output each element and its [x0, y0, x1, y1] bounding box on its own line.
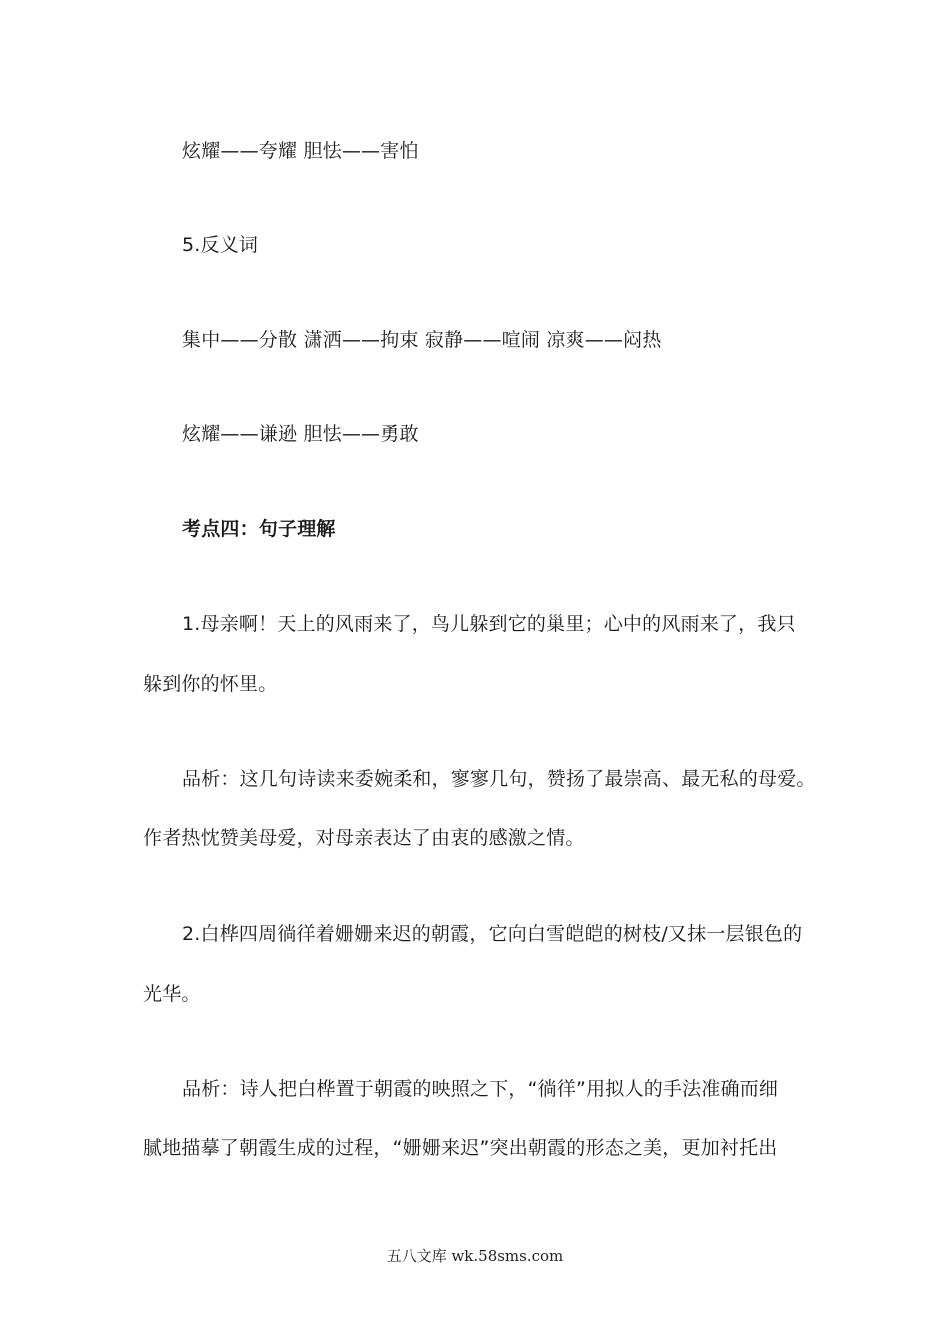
analysis-2-line-1: 品析：诗人把白桦置于朝霞的映照之下，“徜徉”用拟人的手法准确而细 [182, 1078, 779, 1100]
analysis-1-line-1: 品析：这几句诗读来委婉柔和，寥寥几句，赞扬了最崇高、最无私的母爱。 [182, 768, 816, 790]
sentence-1-line-1: 1.母亲啊！天上的风雨来了，鸟儿躲到它的巢里；心中的风雨来了，我只 [182, 613, 796, 635]
section-heading-sentence-understanding: 考点四：句子理解 [182, 518, 336, 540]
synonym-line-2: 炫耀——夸耀 胆怯——害怕 [182, 140, 419, 162]
sentence-2-line-2: 光华。 [143, 983, 201, 1005]
analysis-2-line-2: 腻地描摹了朝霞生成的过程，“姗姗来迟”突出朝霞的形态之美，更加衬托出 [143, 1137, 778, 1159]
section-antonyms-heading: 5.反义词 [182, 234, 259, 256]
antonym-line-2: 炫耀——谦逊 胆怯——勇敢 [182, 423, 419, 445]
sentence-2-line-1: 2.白桦四周徜徉着姗姗来迟的朝霞，它向白雪皑皑的树枝/又抹一层银色的 [182, 923, 803, 945]
footer-watermark: 五八文库 wk.58sms.com [386, 1247, 564, 1265]
sentence-1-line-2: 躲到你的怀里。 [143, 673, 278, 695]
analysis-1-line-2: 作者热忱赞美母爱，对母亲表达了由衷的感激之情。 [143, 827, 585, 849]
antonym-line-1: 集中——分散 潇洒——拘束 寂静——喧闹 凉爽——闷热 [182, 329, 662, 351]
